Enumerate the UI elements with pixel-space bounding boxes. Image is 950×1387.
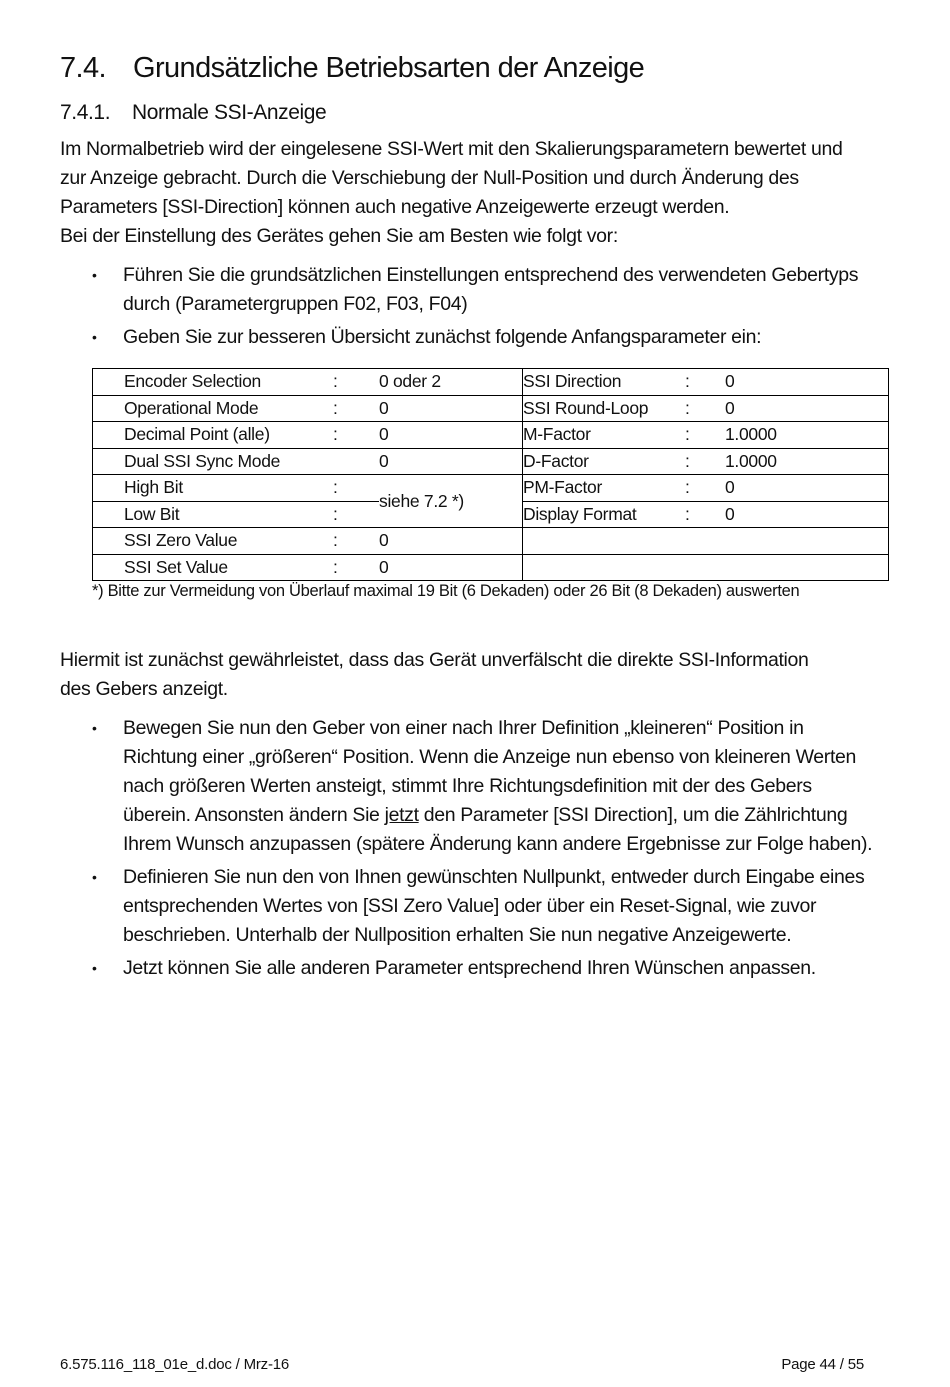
table-row: [93, 422, 889, 449]
bullet-item: [123, 323, 761, 352]
empty-cell: [523, 554, 686, 581]
param-key: SSI Set Value: [93, 554, 334, 581]
section-heading: [60, 52, 644, 85]
param-key: M-Factor: [523, 422, 686, 449]
param-value: 0 oder 2: [379, 369, 523, 396]
param-key: SSI Zero Value: [93, 528, 334, 555]
bullet-line: Ihrem Wunsch anzupassen (spätere Änderung kann andere Ergebnisse zur Folge haben).: [123, 833, 873, 855]
result-paragraph: [60, 646, 809, 704]
param-value: 0: [379, 554, 523, 581]
bullet-line: entsprechenden Wertes von [SSI Zero Value] oder über ein Reset-Signal, wie zuvor: [123, 895, 817, 917]
param-colon: :: [685, 395, 725, 422]
paragraph-line: des Gebers anzeigt.: [60, 678, 228, 700]
param-colon: :: [333, 369, 379, 396]
param-colon: :: [333, 528, 379, 555]
intro-paragraph: [60, 135, 842, 251]
table-footnote: *) Bitte zur Vermeidung von Überlauf maximal 19 Bit (6 Dekaden) oder 26 Bit (8 Dekaden) auswerten: [92, 582, 800, 600]
section-number: 7.4.: [60, 52, 106, 84]
param-value: 0: [725, 395, 889, 422]
bullet-line: Richtung einer „größeren“ Position. Wenn die Anzeige nun ebenso von kleineren Werten: [123, 746, 857, 768]
param-value: 0: [725, 475, 889, 502]
bullet-line: Geben Sie zur besseren Übersicht zunächst folgende Anfangsparameter ein:: [123, 326, 762, 348]
bullet-marker: •: [92, 960, 97, 976]
table-row: [93, 554, 889, 581]
footer-page-number: Page 44 / 55: [781, 1356, 864, 1373]
empty-cell: [725, 554, 889, 581]
subsection-heading: [60, 101, 326, 125]
empty-cell: [725, 528, 889, 555]
param-key: SSI Direction: [523, 369, 686, 396]
param-key: Encoder Selection: [93, 369, 334, 396]
bullet-line: Definieren Sie nun den von Ihnen gewünschten Nullpunkt, entweder durch Eingabe eines: [123, 866, 865, 888]
footer-document-id: 6.575.116_118_01e_d.doc / Mrz-16: [60, 1356, 290, 1373]
bullet-item: [123, 954, 816, 983]
bullet-item: [123, 261, 858, 319]
param-key: D-Factor: [523, 448, 686, 475]
param-key: Decimal Point (alle): [93, 422, 334, 449]
param-value: 1.0000: [725, 448, 889, 475]
param-colon: [333, 448, 379, 475]
param-colon: :: [685, 448, 725, 475]
bullet-item: [123, 863, 864, 950]
bullet-marker: •: [92, 329, 97, 345]
text-run: überein. Ansonsten ändern Sie: [123, 804, 385, 826]
table-row: [93, 528, 889, 555]
subsection-title: Normale SSI-Anzeige: [132, 101, 327, 124]
param-value: 0: [379, 528, 523, 555]
param-key: Dual SSI Sync Mode: [93, 448, 334, 475]
param-colon: :: [333, 501, 379, 528]
bullet-line: durch (Parametergruppen F02, F03, F04): [123, 293, 468, 315]
subsection-number: 7.4.1.: [60, 101, 111, 124]
parameter-table: [92, 368, 889, 581]
param-colon: :: [333, 422, 379, 449]
section-title: Grundsätzliche Betriebsarten der Anzeige: [133, 52, 645, 84]
intro-line: Parameters [SSI-Direction] können auch negative Anzeigewerte erzeugt werden.: [60, 196, 730, 218]
intro-line: Im Normalbetrieb wird der eingelesene SSI-Wert mit den Skalierungsparametern bewertet und: [60, 138, 843, 160]
bullet-marker: •: [92, 720, 97, 736]
param-value: 0: [379, 395, 523, 422]
param-colon: :: [685, 422, 725, 449]
empty-cell: [685, 554, 725, 581]
intro-line: Bei der Einstellung des Gerätes gehen Sie am Besten wie folgt vor:: [60, 225, 618, 247]
table-row: [93, 395, 889, 422]
merged-value: siehe 7.2 *): [379, 475, 523, 528]
param-key: PM-Factor: [523, 475, 686, 502]
param-value: 0: [725, 501, 889, 528]
emphasis-jetzt: jetzt: [384, 804, 419, 826]
param-key: Operational Mode: [93, 395, 334, 422]
bullet-line: Bewegen Sie nun den Geber von einer nach Ihrer Definition „kleineren“ Position in: [123, 717, 804, 739]
param-colon: :: [685, 369, 725, 396]
param-value: 0: [379, 448, 523, 475]
table-row: [93, 369, 889, 396]
table-row: [93, 448, 889, 475]
param-colon: :: [333, 395, 379, 422]
param-key: Low Bit: [93, 501, 334, 528]
param-key: Display Format: [523, 501, 686, 528]
bullet-line: [123, 801, 872, 830]
bullet-line: beschrieben. Unterhalb der Nullposition erhalten Sie nun negative Anzeigewerte.: [123, 924, 792, 946]
param-colon: :: [333, 475, 379, 502]
bullet-line: Führen Sie die grundsätzlichen Einstellungen entsprechend des verwendeten Gebertyps: [123, 264, 859, 286]
param-colon: :: [685, 501, 725, 528]
param-value: 1.0000: [725, 422, 889, 449]
paragraph-line: Hiermit ist zunächst gewährleistet, dass das Gerät unverfälscht die direkte SSI-Information: [60, 649, 809, 671]
empty-cell: [523, 528, 686, 555]
param-value: 0: [379, 422, 523, 449]
bullet-line: nach größeren Werten ansteigt, stimmt Ihre Richtungsdefinition mit der des Gebers: [123, 775, 812, 797]
param-colon: :: [685, 475, 725, 502]
empty-cell: [685, 528, 725, 555]
param-key: SSI Round-Loop: [523, 395, 686, 422]
bullet-item: [123, 714, 872, 859]
bullet-marker: •: [92, 869, 97, 885]
param-key: High Bit: [93, 475, 334, 502]
text-run: den Parameter [SSI Direction], um die Zählrichtung: [418, 804, 848, 826]
bullet-marker: •: [92, 267, 97, 283]
bullet-line: Jetzt können Sie alle anderen Parameter entsprechend Ihren Wünschen anpassen.: [123, 957, 816, 979]
param-value: 0: [725, 369, 889, 396]
table-row: [93, 475, 889, 502]
intro-line: zur Anzeige gebracht. Durch die Verschiebung der Null-Position und durch Änderung des: [60, 167, 799, 189]
param-colon: :: [333, 554, 379, 581]
